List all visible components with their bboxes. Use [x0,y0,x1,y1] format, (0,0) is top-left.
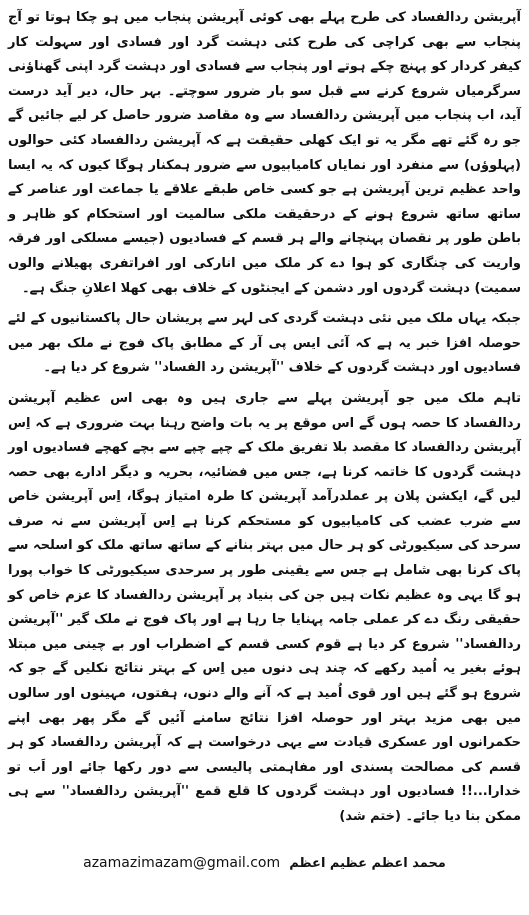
author-signature [0,852,529,871]
article-paragraph-2: جبکہ یہاں ملک میں نئی دہشت گردی کی لہر سے پریشان حال پاکستانیوں کے لئے حوصلہ افزا خبر یہ ہے کہ آئی ایس پی آر کے مطابق پاک فوج نے ملک بھر میں فسادیوں اور دہشت گردوں کے خلاف ''آپریشن رد الفساد'' شروع کر دیا ہے۔ [8,311,521,376]
article-body [8,6,521,830]
article-paragraph-1: آپریشن ردالفساد کی طرح پہلے بھی کوئی آپریشن پنجاب میں ہو چکا ہوتا تو آج پنجاب سے بھی کراچی کی طرح کئی دہشت گرد اور فسادی اور سہولت کار کیفر کردار کو پہنچ چکے ہوتے اور پنجاب سے فسادی اور دہشت گرد اپنی گھناؤنی سرگرمیاں شروع کرنے سے قبل سو بار ضرور سوچتے۔ بہر حال، دیر آید درست آید، اب پنجاب میں آپریشن ردالفساد سے وہ مقاصد ضرور حاصل کر لیے جائیں گے جو رہ گئے تھے مگر یہ تو ایک کھلی حقیقت ہے کہ آپریشن ردالفساد کئی حوالوں (پہلوؤں) سے منفرد اور نمایاں کامیابیوں سے ضرور ہمکنار ہوگا کیوں کہ یہ ایسا واحد عظیم ترین آپریشن ہے جو کسی خاص طبقے علاقے یا جماعت اور عناصر کے ساتھ ساتھ شروع ہونے کے درحقیقت ملکی سالمیت اور استحکام کو ظاہر و باطن طور پر نقصان پہنچانے والے ہر قسم کے فسادیوں (جیسے مسلکی اور فرقہ واریت کی چنگاری کو ہوا دے کر ملک میں انارکی اور افراتفری پھیلانے والوں سمیت) دہشت گردوں اور دشمن کے ایجنٹوں کے خلاف بھی کھلا اعلانِ جنگ ہے۔ [8,10,521,296]
author-name: محمد اعظم عظیم اعظم [289,856,446,871]
author-email: azamazimazam@gmail.com [83,855,281,871]
article-paragraph-3: تاہم ملک میں جو آپریشن پہلے سے جاری ہیں وہ بھی اس عظیم آپریشن ردالفساد کا حصہ ہوں گے اس موقع پر یہ بات واضح رہنا بہت ضروری ہے کہ اِس آپریشن ردالفساد کا مقصد بلا تفریق ملک کے چپے چپے سے بچے کھچے فسادیوں اور دہشت گردوں کا خاتمہ کرنا ہے، جس میں فضائیہ، بحریہ و دیگر ادارے بھی حصہ لیں گے، ایکشن پلان پر عملدرآمد آپریشن کا طرہ امتیاز ہوگا، اِس آپریشن خاص سے ضرب عضب کی کامیابیوں کو مستحکم کرنا ہے اِس آپریشن سے نہ صرف سرحد کی سیکیورٹی کو ہر حال میں بہتر بنانے کے ساتھ ساتھ ملک کو اسلحہ سے پاک کرنا بھی شامل ہے جس سے یقینی طور پر سرحدی سیکیورٹی کا خواب پورا ہو گا یہی وہ عظیم نکات ہیں جن کی بنیاد پر آپریشن ردالفساد کا عزم خاص کو حقیقی رنگ دے کر عملی جامہ پہنایا جا رہا ہے اور پاک فوج نے ملک گیر ''آپریشن ردالفساد'' شروع کر دیا ہے قوم کسی قسم کے اضطراب اور بے چینی میں مبتلا ہوئے بغیر یہ اُمید رکھے کہ چند ہی دنوں میں اِس کے بہتر نتائج نکلیں گے جو کہ شروع ہو گئے ہیں اور قوی اُمید ہے کہ آنے والے دنوں، ہفتوں، مہینوں اور سالوں میں بھی مزید بہتر اور حوصلہ افزا نتائج سامنے آئیں گے مگر پھر بھی اپنے حکمرانوں اور عسکری قیادت سے یہی درخواست ہے کہ آپریشن ردالفساد کو ہر قسم کی مصالحت پسندی اور مفاہمتی پالیسی سے دور رکھا جائے اور اَب تو خدارا...!! فسادیوں اور دہشت گردوں کا قلع قمع ''آپریشن ردالفساد'' سے ہی ممکن بنا دیا جائے۔ (ختم شد) [8,390,521,824]
